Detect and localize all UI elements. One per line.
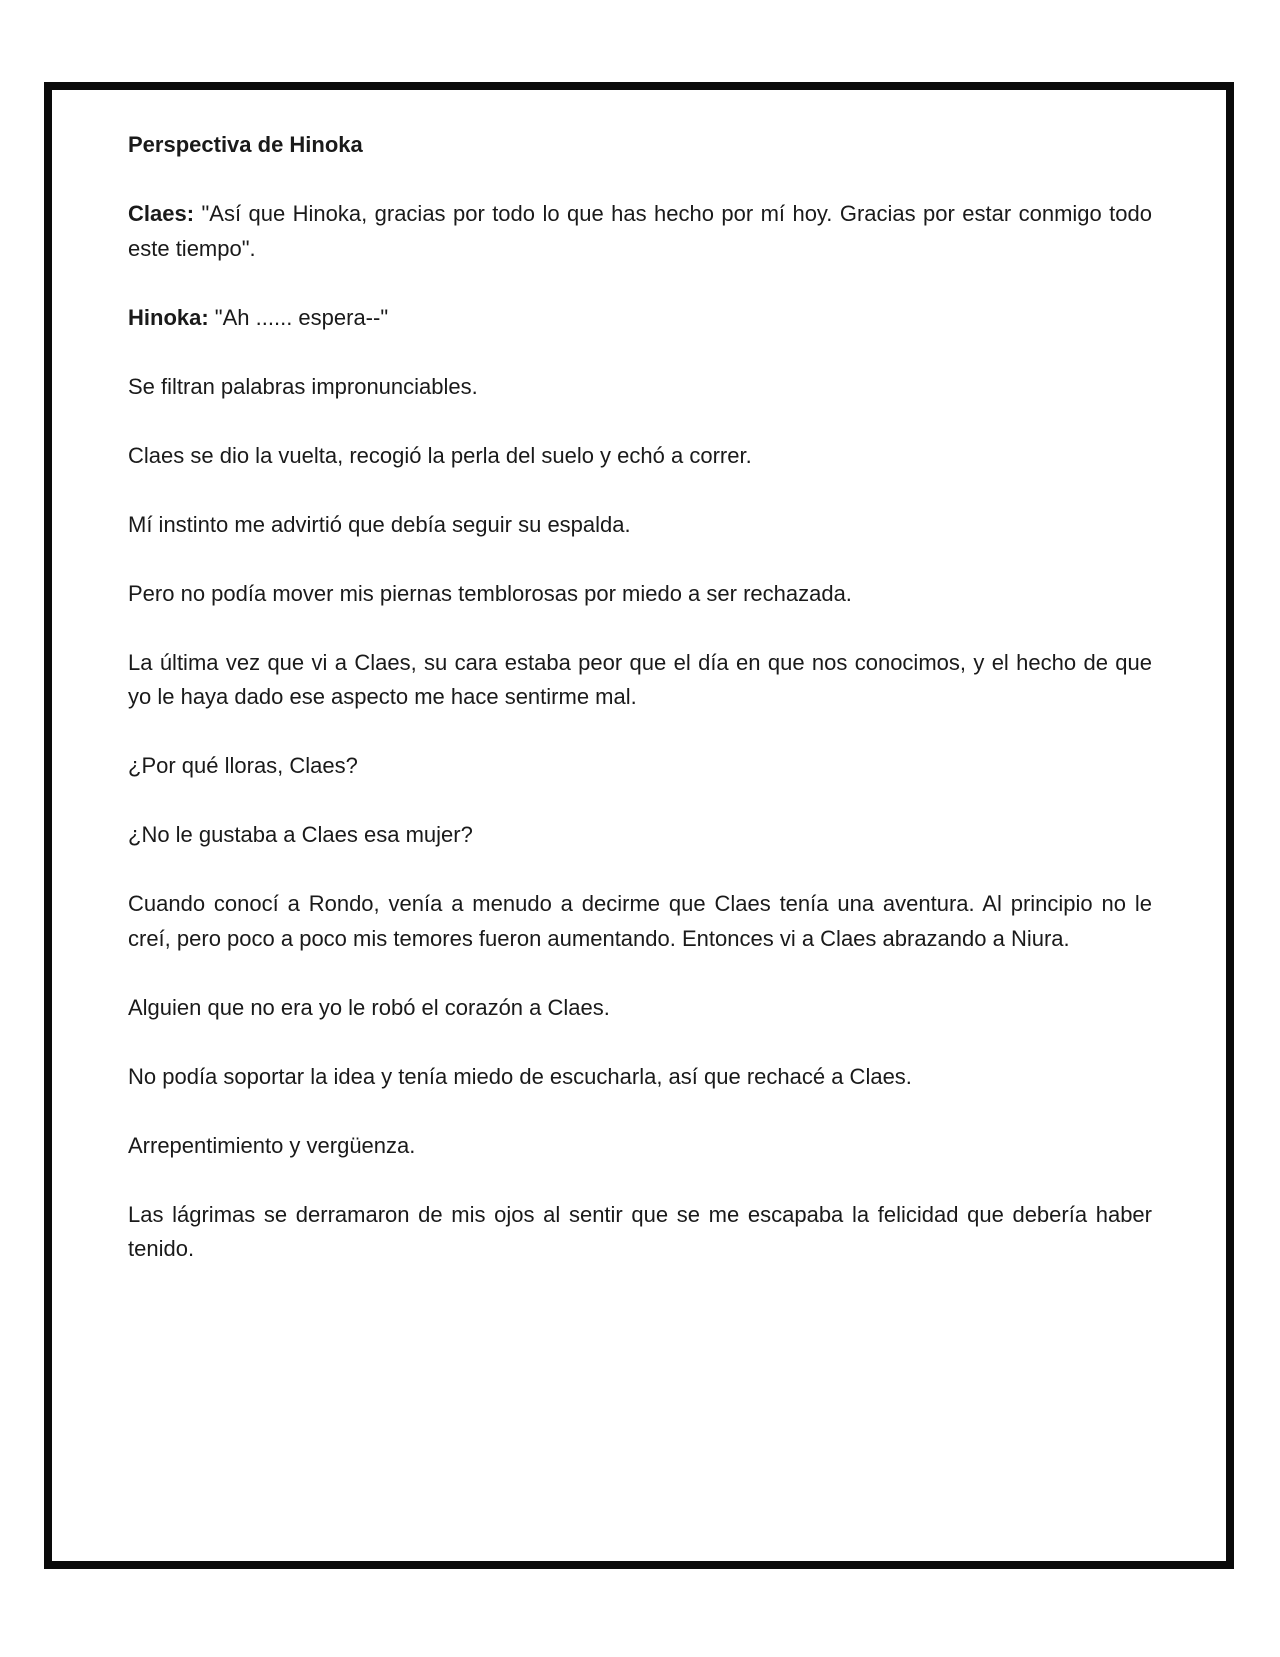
document-body (128, 128, 1152, 1301)
paragraph: Pero no podía mover mis piernas temblorosas por miedo a ser rechazada. (128, 580, 852, 606)
paragraph: La última vez que vi a Claes, su cara estaba peor que el día en que nos conocimos, y el hecho de que yo le haya dado ese aspecto me hace sentirme mal. (128, 649, 1152, 709)
paragraph: ¿No le gustaba a Claes esa mujer? (128, 822, 473, 847)
paragraph: Cuando conocí a Rondo, venía a menudo a decirme que Claes tenía una aventura. Al principio no le creí, pero poco a poco mis temores fueron aumentando. Entonces vi a Claes abrazando a Niura. (128, 891, 1152, 951)
paragraph: No podía soportar la idea y tenía miedo de escucharla, así que rechacé a Claes. (128, 1063, 912, 1089)
document-title: Perspectiva de Hinoka (128, 132, 363, 157)
dialogue-line: "Ah ...... espera--" (208, 304, 389, 330)
speaker-label: Hinoka: (128, 304, 209, 330)
dialogue-line: "Así que Hinoka, gracias por todo lo que has hecho por mí hoy. Gracias por estar conmigo todo este tiempo". (128, 201, 1152, 261)
paragraph: Claes se dio la vuelta, recogió la perla del suelo y echó a correr. (128, 442, 752, 468)
paragraph: Alguien que no era yo le robó el corazón a Claes. (128, 994, 610, 1020)
speaker-label: Claes: (128, 201, 195, 226)
dialogue-claes (128, 197, 1152, 266)
paragraph: ¿Por qué lloras, Claes? (128, 753, 358, 778)
paragraph: Las lágrimas se derramaron de mis ojos al sentir que se me escapaba la felicidad que debería haber tenido. (128, 1201, 1152, 1261)
paragraph: Mí instinto me advirtió que debía seguir su espalda. (128, 511, 631, 537)
paragraph: Arrepentimiento y vergüenza. (128, 1132, 416, 1158)
dialogue-hinoka (128, 301, 1152, 336)
paragraph: Se filtran palabras impronunciables. (128, 373, 478, 399)
